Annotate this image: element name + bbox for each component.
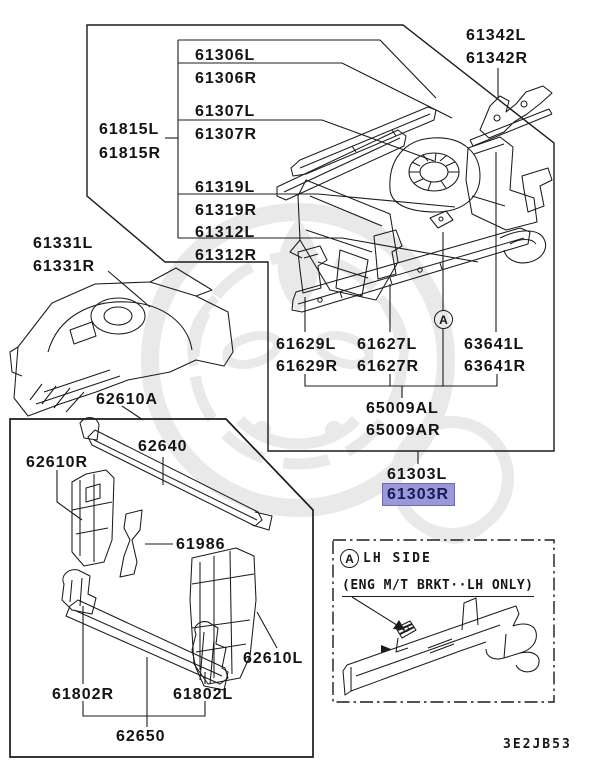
- detail-note-eng-bracket: (ENG M/T BRKT··LH ONLY): [342, 578, 534, 597]
- detail-marker-a-ref: A: [434, 310, 453, 329]
- part-number-61319L: 61319L: [195, 179, 256, 196]
- part-number-61319R: 61319R: [195, 202, 258, 219]
- part-number-61986: 61986: [176, 536, 226, 553]
- part-number-61627L: 61627L: [357, 336, 418, 353]
- part-number-61815L: 61815L: [99, 121, 160, 138]
- part-number-61342R: 61342R: [466, 50, 529, 67]
- part-number-62640: 62640: [138, 438, 188, 455]
- diagram-code: 3E2JB53: [503, 737, 572, 752]
- part-number-61802R: 61802R: [52, 686, 115, 703]
- part-number-61312L: 61312L: [195, 224, 256, 241]
- part-number-62610R: 62610R: [26, 454, 89, 471]
- part-number-63641R: 63641R: [464, 358, 527, 375]
- part-number-61629R: 61629R: [276, 358, 339, 375]
- part-number-61312R: 61312R: [195, 247, 258, 264]
- part-number-65009AL: 65009AL: [366, 400, 439, 417]
- part-number-61331L: 61331L: [33, 235, 94, 252]
- drawing-radiator-support-assembly: [62, 418, 272, 690]
- part-number-61815R: 61815R: [99, 145, 162, 162]
- drawing-corner-piece: [470, 86, 552, 146]
- part-number-65009AR: 65009AR: [366, 422, 441, 439]
- part-number-61802L: 61802L: [173, 686, 234, 703]
- part-number-62610L: 62610L: [243, 650, 304, 667]
- part-number-61303L: 61303L: [387, 466, 448, 483]
- part-number-61627R: 61627R: [357, 358, 420, 375]
- part-number-61342L: 61342L: [466, 27, 527, 44]
- detail-title-lh-side: LH SIDE: [363, 551, 432, 566]
- part-number-61307R: 61307R: [195, 126, 258, 143]
- part-number-62610A: 62610A: [96, 391, 159, 408]
- detail-marker-a: A: [340, 549, 359, 568]
- part-number-61306R: 61306R: [195, 70, 258, 87]
- leader-lines: [57, 40, 498, 727]
- selected-part-number-61303R[interactable]: 61303R: [382, 483, 455, 506]
- drawing-side-member-lh-detail: [343, 597, 539, 695]
- part-number-63641L: 63641L: [464, 336, 525, 353]
- part-number-61331R: 61331R: [33, 258, 96, 275]
- part-number-61306L: 61306L: [195, 47, 256, 64]
- part-number-62650: 62650: [116, 728, 166, 745]
- part-number-61629L: 61629L: [276, 336, 337, 353]
- part-number-61307L: 61307L: [195, 103, 256, 120]
